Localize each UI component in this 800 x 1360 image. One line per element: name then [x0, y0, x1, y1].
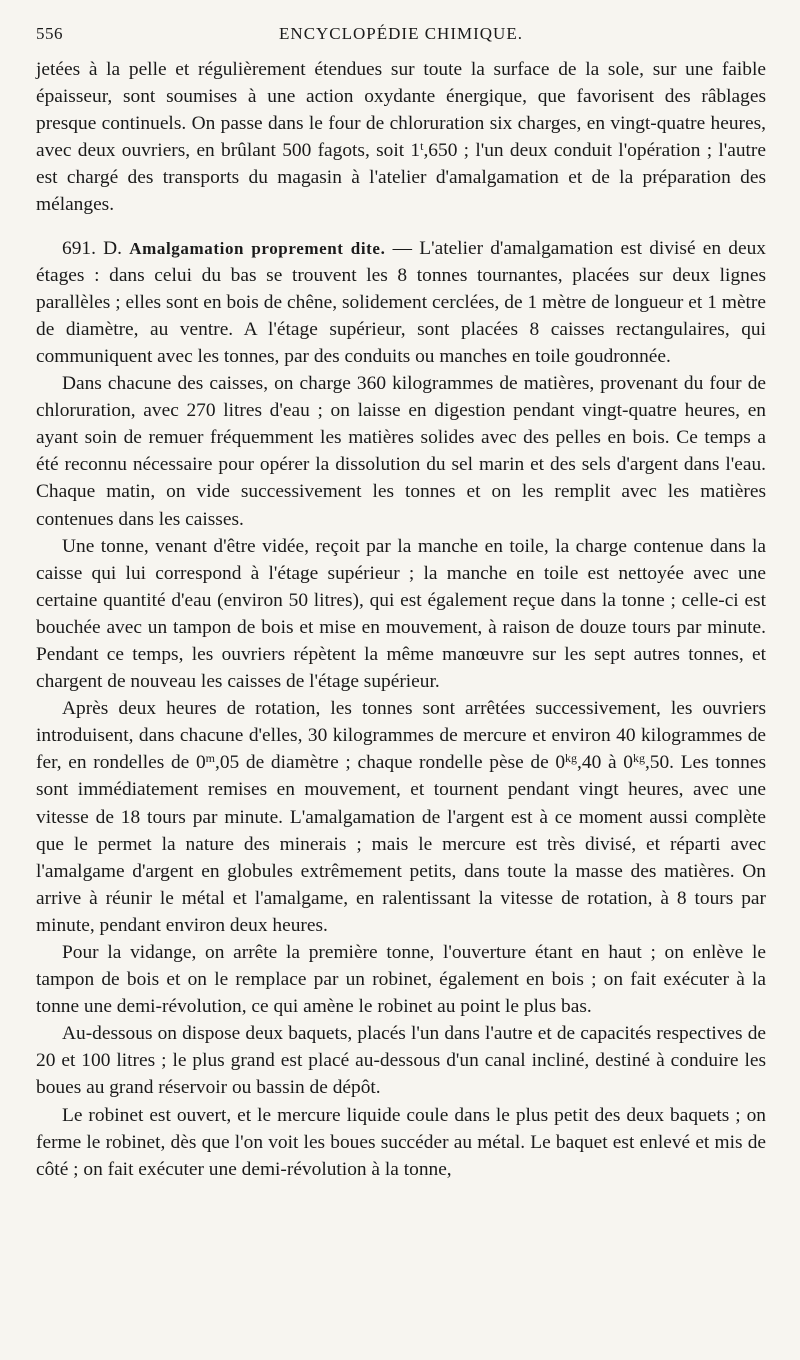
- paragraph-vidange: Pour la vidange, on arrête la première tonne, l'ouverture étant en haut ; on enlève le tampon de bois et on le remplace par un robinet, également en bois ; on fait exécuter à la tonne une demi-révolution, ce qui amène le robinet au point le plus bas.: [36, 942, 766, 1018]
- running-header: [36, 24, 766, 50]
- page-number: 556: [36, 24, 63, 43]
- section-heading: Amalgamation proprement dite.: [129, 238, 386, 258]
- paragraph-caisses: Dans chacune des caisses, on charge 360 kilogrammes de matières, provenant du four de chloruration, avec 270 litres d'eau ; on laisse en digestion pendant vingt-quatre heures, en ayant soin de remuer fréquemment les matières solides avec des pelles en bois. Ce temps a été reconnu nécessaire pour opérer la dissolution du sel marin et des sels d'argent dans l'eau. Chaque matin, on vide successivement les tonnes et on les remplit avec les matières contenues dans les caisses.: [36, 373, 766, 530]
- section-691: 691. D. Amalgamation proprement dite. — L'atelier d'amalgamation est divisé en deux étages : dans celui du bas se trouvent les 8 tonnes tournantes, placées sur deux lignes parallèles ; elles sont en bois de chêne, solidement cerclées, de 1 mètre de longueur et 1 mètre de diamètre, au ventre. A l'étage supérieur, sont placées 8 caisses rectangulaires, qui communiquent avec les tonnes, par des conduits ou manches en toile goudronnée.: [36, 237, 766, 367]
- running-title: ENCYCLOPÉDIE CHIMIQUE.: [279, 24, 523, 43]
- section-number: 691. D.: [62, 237, 123, 259]
- paragraph-robinet: Le robinet est ouvert, et le mercure liquide coule dans le plus petit des deux baquets ; on ferme le robinet, dès que l'on voit les boues succéder au métal. Le baquet est enlevé et mis de côté ; on fait exécuter une demi-révolution à la tonne,: [36, 1104, 766, 1180]
- paragraph-tonne-charge: Une tonne, venant d'être vidée, reçoit par la manche en toile, la charge contenue dans la caisse qui lui correspond à l'étage supérieur ; la manche en toile est nettoyée avec une certaine quantité d'eau (environ 50 litres), qui est également reçue dans la tonne ; celle-ci est bouchée avec un tampon de bois et mise en mouvement, à raison de douze tours par minute. Pendant ce temps, les ouvriers répètent la même manœuvre sur les sept autres tonnes, et chargent de nouveau les caisses de l'étage supérieur.: [36, 535, 766, 693]
- page-body: [36, 56, 766, 1183]
- paragraph-baquets: Au-dessous on dispose deux baquets, placés l'un dans l'autre et de capacités respectives de 20 et 100 litres ; le plus grand est placé au-dessous d'un canal incliné, destiné à conduire les boues au grand réservoir ou bassin de dépôt.: [36, 1023, 766, 1099]
- paragraph-rotation: Après deux heures de rotation, les tonnes sont arrêtées successivement, les ouvriers introduisent, dans chacune d'elles, 30 kilogrammes de mercure et environ 40 kilogrammes de fer, en rondelles de 0$^m$,05 de diamètre ; chaque rondelle pèse de $0^{kg},40$ à $0^{kg},50$. Les tonnes sont immédiatement remises en mouvement, et tournent pendant vingt heures, avec une vitesse de 18 tours par minute. L'amalgamation de l'argent est à ce moment aussi complète que le permet la nature des minerais ; mais le mercure est très divisé, et réparti avec l'amalgame d'argent en globules extrêmement petits, dans toute la masse des matières. On arrive à réunir le métal et l'amalgame, en ralentissant la vitesse de rotation, à 8 tours par minute, pendant environ deux heures.: [36, 698, 766, 936]
- paragraph-chloruration-end: jetées à la pelle et régulièrement étendues sur toute la surface de la sole, sur une faible épaisseur, sont soumises à une action oxydante énergique, que favorisent des râblages presque continuels. On passe dans le four de chloruration six charges, en vingt-quatre heures, avec deux ouvriers, en brûlant 500 fagots, soit 1$^t$,650 ; l'un deux conduit l'opération ; l'autre est chargé des transports du magasin à l'atelier d'amalgamation et de la préparation des mélanges.: [36, 59, 766, 216]
